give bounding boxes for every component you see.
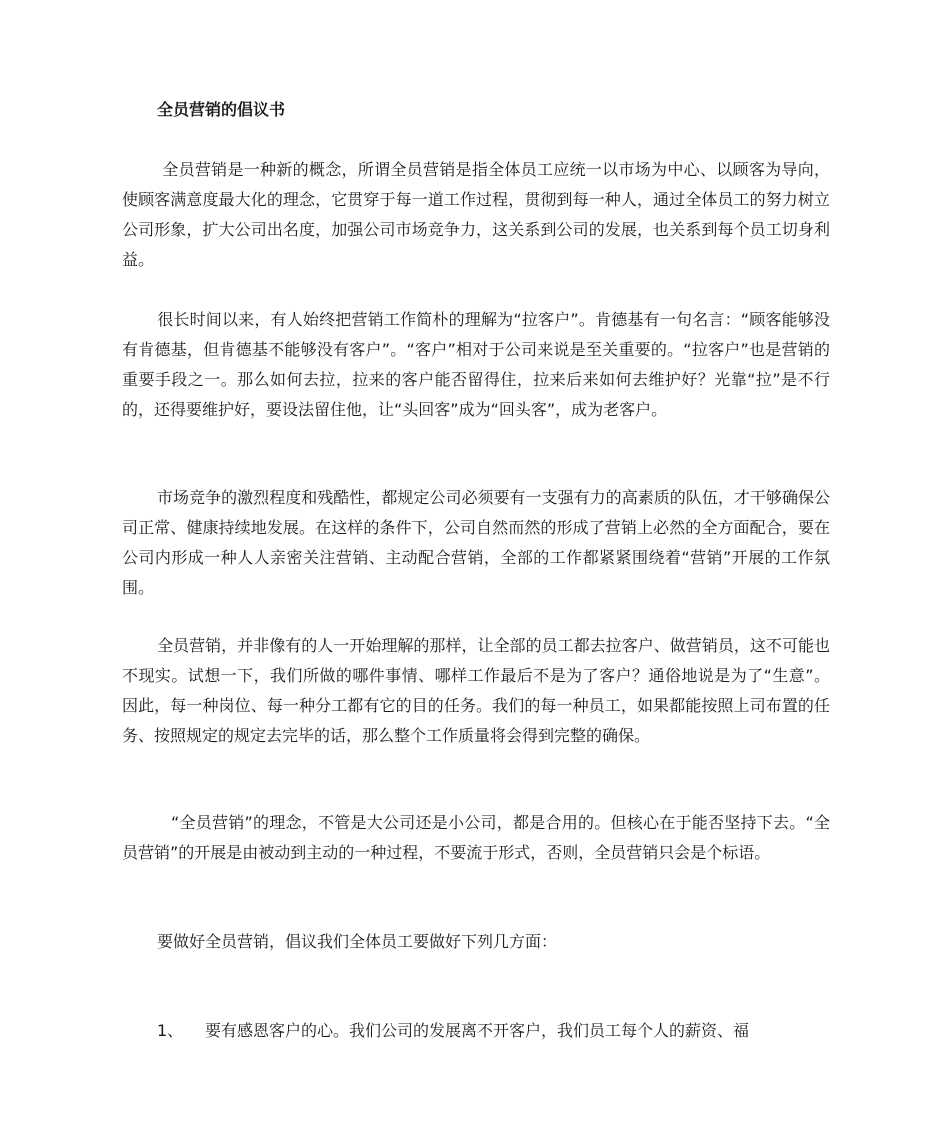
list-item-text: 要有感恩客户的心。我们公司的发展离不开客户，我们员工每个人的薪资、福 <box>205 1021 750 1040</box>
paragraph-proposal-intro <box>122 927 830 957</box>
paragraph-customers <box>122 305 830 425</box>
document-title: 全员营销的倡议书 <box>157 100 286 119</box>
list-item-number: 1、 <box>157 1021 184 1040</box>
paragraph-text: 全员营销是一种新的概念，所谓全员营销是指全体员工应统一以市场为中心、以顾客为导向，使顾客满意度最大化的理念，它贯穿于每一道工作过程，贯彻到每一种人，通过全体员工的努力树立公司形象，扩大公司出名度，加强公司市场竞争力，这关系到公司的发展，也关系到每个员工切身利益。 <box>122 160 830 269</box>
paragraph-text: 全员营销，并非像有的人一开始理解的那样，让全部的员工都去拉客户、做营销员，这不可能也不现实。试想一下，我们所做的哪件事情、哪样工作最后不是为了客户？通俗地说是为了“生意”。 因此，每一种岗位、每一种分工都有它的目的任务。我们的每一种员工，如果都能按照上司布置的任务、按照规定的规定去完毕的话，那么整个工作质量将会得到完整的确保。 <box>122 636 830 745</box>
paragraph-concept-persistence <box>122 808 830 868</box>
paragraph-concept <box>122 155 830 275</box>
list-item <box>157 1016 830 1046</box>
paragraph-text: 市场竞争的激烈程度和残酷性，都规定公司必须要有一支强有力的高素质的队伍，才干够确保公司正常、健康持续地发展。在这样的条件下，公司自然而然的形成了营销上必然的全方面配合，要在公司内形成一种人人亲密关注营销、主动配合营销，全部的工作都紧紧围绕着“营销”开展的工作氛围。 <box>122 488 830 597</box>
paragraph-competition <box>122 483 830 603</box>
paragraph-text: “全员营销”的理念，不管是大公司还是小公司，都是合用的。但核心在于能否坚持下去。“全员营销”的开展是由被动到主动的一种过程，不要流于形式，否则，全员营销只会是个标语。 <box>122 813 830 862</box>
paragraph-text: 很长时间以来，有人始终把营销工作简朴的理解为“拉客户”。肯德基有一句名言：“顾客能够没有肯德基，但肯德基不能够没有客户”。“客户”相对于公司来说是至关重要的。“拉客户”也是营销的重要手段之一。那么如何去拉，拉来的客户能否留得住，拉来后来如何去维护好？光靠“拉”是不行的，还得要维护好，要设法留住他，让“头回客”成为“回头客”，成为老客户。 <box>122 310 830 419</box>
paragraph-all-staff <box>122 631 830 751</box>
paragraph-text: 要做好全员营销，倡议我们全体员工要做好下列几方面： <box>157 932 558 951</box>
